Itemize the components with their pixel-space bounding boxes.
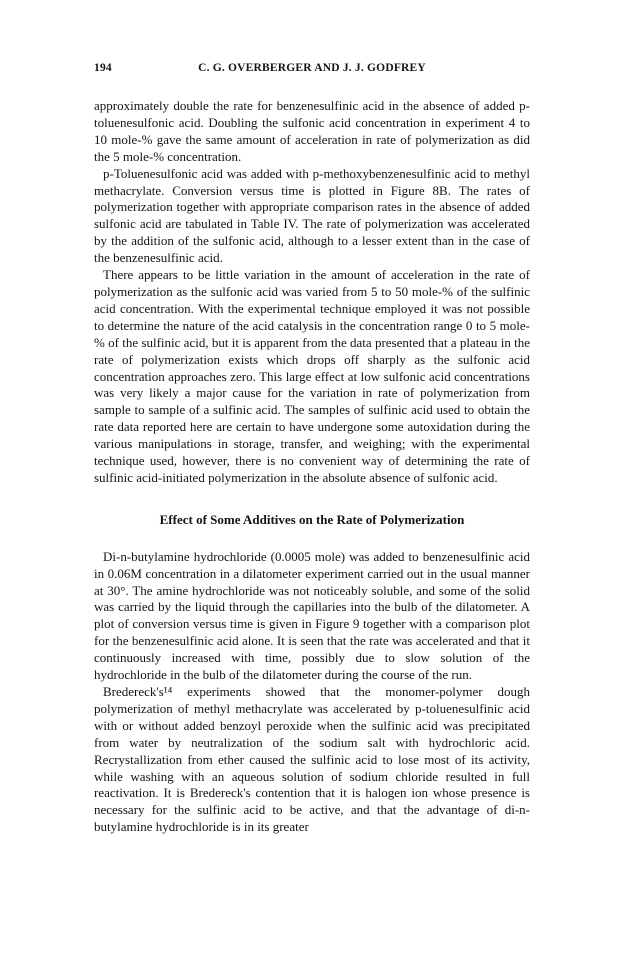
body-text	[94, 98, 530, 836]
paragraph: Bredereck's¹⁴ experiments showed that the monomer-polymer dough polymerization of methyl methacrylate was accelerated by p-toluenesulfinic acid with or without added benzoyl peroxide when the sulfinic acid was precipitated from water by neutralization of the sodium salt with hydrochloric acid. Recrystallization from ether caused the sulfinic acid to lose most of its activity, while washing with an aqueous solution of sodium chloride resulted in full reactivation. It is Bredereck's contention that it is halogen ion whose presence is necessary for the sulfinic acid to be active, and that the advantage of di-n-butylamine hydrochloride is in its greater	[94, 684, 530, 835]
paragraph: There appears to be little variation in the amount of acceleration in the rate of polymerization as the sulfonic acid was varied from 5 to 50 mole-% of the sulfinic acid concentration. With the experimental technique employed it was not possible to determine the nature of the acid catalysis in the concentration range 0 to 5 mole-% of the sulfinic acid, but it is apparent from the data presented that a plateau in the rate of polymerization exists which drops off sharply as the sulfonic acid concentration approaches zero. This large effect at low sulfonic acid concentrations was very likely a major cause for the variation in rate of polymerization from sample to sample of a sulfinic acid. The samples of sulfinic acid used to obtain the rate data reported here are certain to have undergone some autoxidation during the various manipulations in storage, transfer, and weighing; with the experimental technique used, however, there is no convenient way of determining the rate of sulfinic acid-initiated polymerization in the absolute absence of sulfonic acid.	[94, 267, 530, 485]
paragraph: p-Toluenesulfonic acid was added with p-methoxybenzenesulfinic acid to methyl methacrylate. Conversion versus time is plotted in Figure 8B. The rates of polymerization together with appropriate comparison rates in the absence of added sulfonic acid are tabulated in Table IV. The rate of polymerization was accelerated by the addition of the sulfonic acid, although to a lesser extent than in the case of the benzenesulfinic acid.	[94, 165, 530, 266]
section-heading: Effect of Some Additives on the Rate of Polymerization	[159, 511, 465, 527]
page-number: 194	[94, 62, 112, 74]
header-authors: C. G. OVERBERGER AND J. J. GODFREY	[198, 62, 426, 74]
paragraph: Di-n-butylamine hydrochloride (0.0005 mole) was added to benzenesulfinic acid in 0.06M concentration in a dilatometer experiment carried out in the usual manner at 30°. The amine hydrochloride was not noticeably soluble, and some of the solid was carried by the liquid through the capillaries into the bulb of the dilatometer. A plot of conversion versus time is given in Figure 9 together with a comparison plot for the benzenesulfinic acid alone. It is seen that the rate was accelerated and that it continuously increased with time, possibly due to slow solution of the hydrochloride in the bulb of the dilatometer during the course of the run.	[94, 548, 530, 683]
paragraph: approximately double the rate for benzenesulfinic acid in the absence of added p-toluenesulfonic acid. Doubling the sulfonic acid concentration in experiment 4 to 10 mole-% gave the same amount of acceleration in rate of polymerization as did the 5 mole-% concentration.	[94, 98, 530, 164]
